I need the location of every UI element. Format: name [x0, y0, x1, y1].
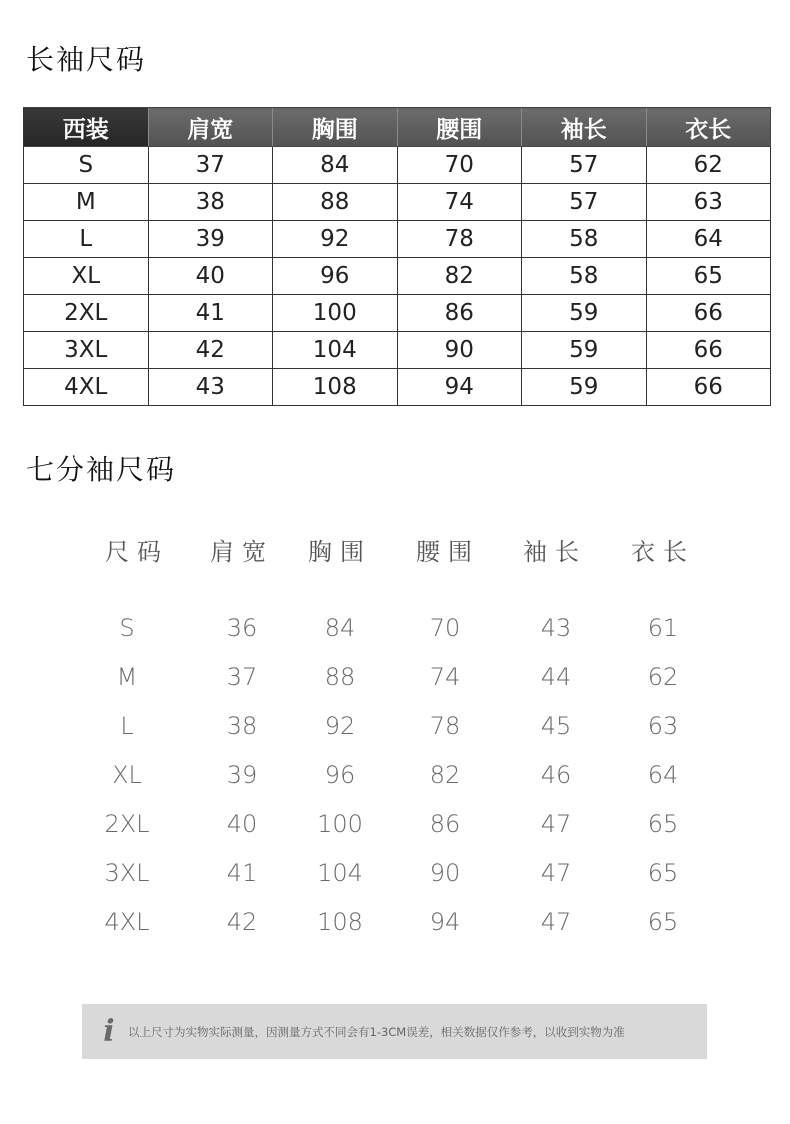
value-cell: 100: [317, 810, 363, 838]
value-cell: 82: [397, 258, 522, 295]
value-cell: 43: [540, 614, 572, 642]
header-cell: 尺码: [105, 538, 169, 566]
size-cell: 4XL: [24, 369, 149, 406]
size-cell: 4XL: [104, 908, 150, 936]
value-cell: 86: [429, 810, 461, 838]
value-cell: 63: [647, 712, 679, 740]
table-header-row: [0, 532, 790, 572]
value-cell: 92: [273, 221, 398, 258]
value-cell: 96: [324, 761, 356, 789]
table-row: [0, 902, 790, 942]
value-cell: 88: [324, 663, 356, 691]
note-text: 以上尺寸为实物实际测量，因测量方式不同会有1-3CM误差，相关数据仅作参考，以收到实物为准: [128, 1024, 625, 1039]
value-cell: 108: [317, 908, 363, 936]
value-cell: 37: [226, 663, 258, 691]
value-cell: 74: [429, 663, 461, 691]
value-cell: 62: [647, 663, 679, 691]
value-cell: 44: [540, 663, 572, 691]
table-row: [0, 657, 790, 697]
size-cell: 3XL: [24, 332, 149, 369]
value-cell: 61: [647, 614, 679, 642]
value-cell: 43: [148, 369, 273, 406]
long-sleeve-title: 长袖尺码: [26, 43, 147, 76]
header-cell: 肩宽: [148, 108, 273, 147]
value-cell: 104: [317, 859, 363, 887]
table-row: [0, 706, 790, 746]
value-cell: 47: [540, 810, 572, 838]
size-cell: L: [120, 712, 134, 740]
value-cell: 84: [324, 614, 356, 642]
value-cell: 65: [647, 859, 679, 887]
value-cell: 59: [522, 332, 647, 369]
info-icon: i: [103, 1014, 115, 1049]
value-cell: 84: [273, 147, 398, 184]
value-cell: 64: [646, 221, 771, 258]
size-cell: XL: [112, 761, 142, 789]
three-quarter-sleeve-title: 七分袖尺码: [26, 453, 177, 486]
header-cell: 腰围: [416, 538, 480, 566]
value-cell: 65: [647, 810, 679, 838]
value-cell: 59: [522, 295, 647, 332]
size-cell: XL: [24, 258, 149, 295]
value-cell: 39: [226, 761, 258, 789]
value-cell: 62: [646, 147, 771, 184]
value-cell: 40: [226, 810, 258, 838]
value-cell: 58: [522, 221, 647, 258]
value-cell: 82: [429, 761, 461, 789]
value-cell: 65: [646, 258, 771, 295]
value-cell: 74: [397, 184, 522, 221]
header-cell: 袖长: [523, 538, 587, 566]
value-cell: 70: [397, 147, 522, 184]
value-cell: 70: [429, 614, 461, 642]
size-cell: S: [119, 614, 135, 642]
value-cell: 64: [647, 761, 679, 789]
header-cell: 西装: [24, 108, 149, 147]
header-cell: 衣长: [631, 538, 695, 566]
value-cell: 66: [646, 332, 771, 369]
value-cell: 45: [540, 712, 572, 740]
size-cell: 2XL: [104, 810, 150, 838]
table-row: [0, 608, 790, 648]
table-row: [0, 755, 790, 795]
value-cell: 59: [522, 369, 647, 406]
value-cell: 38: [148, 184, 273, 221]
value-cell: 38: [226, 712, 258, 740]
value-cell: 41: [148, 295, 273, 332]
value-cell: 42: [148, 332, 273, 369]
header-cell: 腰围: [397, 108, 522, 147]
size-cell: M: [116, 663, 138, 691]
value-cell: 94: [397, 369, 522, 406]
value-cell: 66: [646, 369, 771, 406]
value-cell: 78: [397, 221, 522, 258]
value-cell: 36: [226, 614, 258, 642]
value-cell: 39: [148, 221, 273, 258]
table-row: [0, 853, 790, 893]
value-cell: 78: [429, 712, 461, 740]
value-cell: 41: [226, 859, 258, 887]
measurement-note: [82, 1004, 707, 1059]
value-cell: 40: [148, 258, 273, 295]
size-cell: L: [24, 221, 149, 258]
size-cell: M: [24, 184, 149, 221]
header-cell: 袖长: [522, 108, 647, 147]
value-cell: 65: [647, 908, 679, 936]
header-cell: 胸围: [273, 108, 398, 147]
size-cell: 2XL: [24, 295, 149, 332]
value-cell: 92: [324, 712, 356, 740]
value-cell: 47: [540, 908, 572, 936]
header-cell: 肩宽: [210, 538, 274, 566]
table-row: [0, 804, 790, 844]
value-cell: 57: [522, 184, 647, 221]
value-cell: 90: [397, 332, 522, 369]
value-cell: 94: [429, 908, 461, 936]
value-cell: 57: [522, 147, 647, 184]
value-cell: 88: [273, 184, 398, 221]
value-cell: 104: [273, 332, 398, 369]
value-cell: 47: [540, 859, 572, 887]
header-cell: 胸围: [308, 538, 372, 566]
value-cell: 63: [646, 184, 771, 221]
value-cell: 58: [522, 258, 647, 295]
value-cell: 42: [226, 908, 258, 936]
value-cell: 90: [429, 859, 461, 887]
value-cell: 37: [148, 147, 273, 184]
header-cell: 衣长: [646, 108, 771, 147]
value-cell: 46: [540, 761, 572, 789]
value-cell: 108: [273, 369, 398, 406]
value-cell: 66: [646, 295, 771, 332]
value-cell: 86: [397, 295, 522, 332]
size-cell: 3XL: [104, 859, 150, 887]
value-cell: 96: [273, 258, 398, 295]
size-cell: S: [24, 147, 149, 184]
value-cell: 100: [273, 295, 398, 332]
